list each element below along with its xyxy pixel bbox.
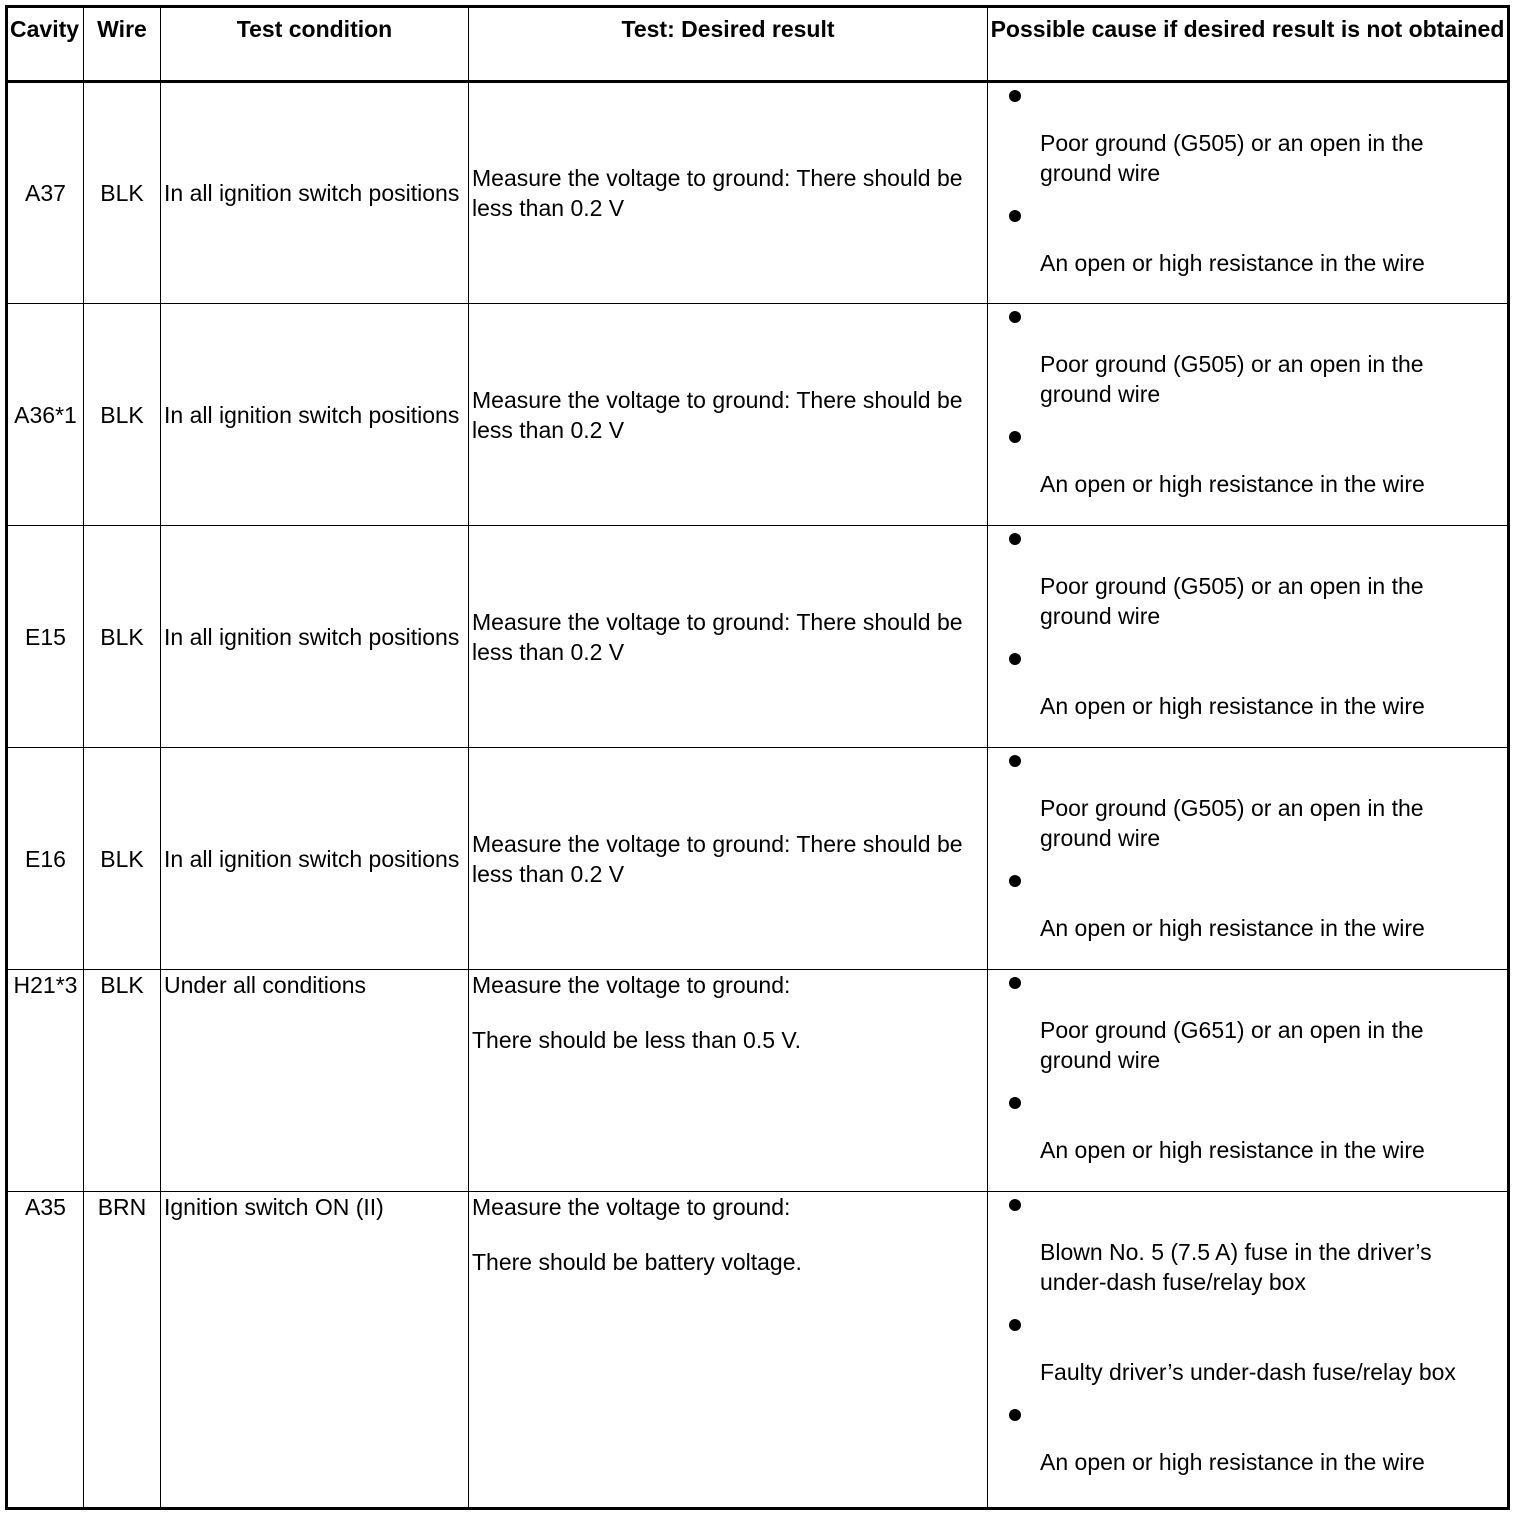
result-text: Measure the voltage to ground: — [472, 972, 791, 998]
desired-result-cell — [469, 526, 988, 748]
cavity-cell: A37 — [7, 82, 84, 304]
cause-item — [988, 1312, 1499, 1402]
possible-cause-cell — [988, 526, 1509, 748]
cause-text: Poor ground (G505) or an open in the ground wire — [1040, 130, 1424, 186]
cause-item — [988, 748, 1499, 868]
possible-cause-cell — [988, 748, 1509, 970]
cause-list — [988, 304, 1499, 514]
header-cavity: Cavity — [7, 7, 84, 82]
cause-text: Blown No. 5 (7.5 A) fuse in the driver’s under-dash fuse/relay box — [1040, 1239, 1432, 1295]
desired-result-cell — [469, 748, 988, 970]
bullet-icon — [1009, 1319, 1021, 1331]
result-text: Measure the voltage to ground: There should be less than 0.2 V — [472, 608, 963, 665]
cavity-cell: E15 — [7, 526, 84, 748]
desired-result-cell — [469, 970, 988, 1192]
cause-item — [988, 83, 1499, 203]
cause-text: An open or high resistance in the wire — [1040, 1137, 1425, 1163]
cause-list — [988, 1192, 1499, 1492]
bullet-icon — [1009, 977, 1021, 989]
bullet-icon — [1009, 431, 1021, 443]
cause-text: Faulty driver’s under-dash fuse/relay box — [1040, 1359, 1456, 1385]
cause-list — [988, 526, 1499, 736]
result-text: Measure the voltage to ground: There should be less than 0.2 V — [472, 830, 963, 887]
table-row — [7, 970, 1509, 1192]
cause-item — [988, 646, 1499, 736]
header-possible-cause: Possible cause if desired result is not obtained — [988, 7, 1509, 82]
test-condition-cell: In all ignition switch positions — [161, 82, 469, 304]
diagnostic-table — [5, 5, 1510, 1510]
cause-list — [988, 83, 1499, 293]
test-condition-cell: In all ignition switch positions — [161, 526, 469, 748]
cause-item — [988, 1090, 1499, 1180]
header-wire: Wire — [84, 7, 161, 82]
bullet-icon — [1009, 755, 1021, 767]
table-header — [7, 7, 1509, 82]
cavity-cell: E16 — [7, 748, 84, 970]
test-condition-cell: In all ignition switch positions — [161, 304, 469, 526]
test-condition-cell: Under all conditions — [161, 970, 469, 1192]
result-text: Measure the voltage to ground: — [472, 1194, 791, 1220]
bullet-icon — [1009, 1409, 1021, 1421]
desired-result-cell — [469, 1192, 988, 1509]
cause-text: An open or high resistance in the wire — [1040, 471, 1425, 497]
bullet-icon — [1009, 1199, 1021, 1211]
cause-text: An open or high resistance in the wire — [1040, 250, 1425, 276]
possible-cause-cell — [988, 304, 1509, 526]
result-text: Measure the voltage to ground: There should be less than 0.2 V — [472, 165, 963, 221]
cause-item — [988, 424, 1499, 514]
cause-item — [988, 868, 1499, 958]
cause-text: An open or high resistance in the wire — [1040, 693, 1425, 719]
bullet-icon — [1009, 533, 1021, 545]
table-body — [7, 82, 1509, 1509]
cause-text: Poor ground (G505) or an open in the ground wire — [1040, 795, 1424, 851]
possible-cause-cell — [988, 1192, 1509, 1509]
desired-result-cell — [469, 82, 988, 304]
header-desired-result: Test: Desired result — [469, 7, 988, 82]
header-row — [7, 7, 1509, 82]
cause-text: Poor ground (G651) or an open in the ground wire — [1040, 1017, 1424, 1073]
table-row — [7, 82, 1509, 304]
table-row — [7, 1192, 1509, 1509]
desired-result-cell — [469, 304, 988, 526]
bullet-icon — [1009, 653, 1021, 665]
bullet-icon — [1009, 311, 1021, 323]
header-test-condition: Test condition — [161, 7, 469, 82]
wire-cell: BRN — [84, 1192, 161, 1509]
cause-item — [988, 1192, 1499, 1312]
cavity-cell: H21*3 — [7, 970, 84, 1192]
cause-text: Poor ground (G505) or an open in the ground wire — [1040, 351, 1424, 407]
cause-item — [988, 526, 1499, 646]
wire-cell: BLK — [84, 304, 161, 526]
cause-list — [988, 748, 1499, 958]
bullet-icon — [1009, 210, 1021, 222]
test-condition-cell: In all ignition switch positions — [161, 748, 469, 970]
result-text: Measure the voltage to ground: There should be less than 0.2 V — [472, 386, 963, 443]
wire-cell: BLK — [84, 970, 161, 1192]
cause-item — [988, 970, 1499, 1090]
cause-text: An open or high resistance in the wire — [1040, 1449, 1425, 1475]
result-text: There should be less than 0.5 V. — [472, 1027, 802, 1053]
cause-list — [988, 970, 1499, 1180]
result-text: There should be battery voltage. — [472, 1249, 802, 1275]
cause-text: An open or high resistance in the wire — [1040, 915, 1425, 941]
cause-item — [988, 203, 1499, 293]
cavity-cell: A36*1 — [7, 304, 84, 526]
test-condition-cell: Ignition switch ON (II) — [161, 1192, 469, 1509]
cause-item — [988, 1402, 1499, 1492]
wire-cell: BLK — [84, 748, 161, 970]
bullet-icon — [1009, 90, 1021, 102]
bullet-icon — [1009, 1097, 1021, 1109]
table-row — [7, 748, 1509, 970]
bullet-icon — [1009, 875, 1021, 887]
cause-text: Poor ground (G505) or an open in the ground wire — [1040, 573, 1424, 629]
wire-cell: BLK — [84, 526, 161, 748]
table-row — [7, 304, 1509, 526]
wire-cell: BLK — [84, 82, 161, 304]
cause-item — [988, 304, 1499, 424]
table-row — [7, 526, 1509, 748]
cavity-cell: A35 — [7, 1192, 84, 1509]
possible-cause-cell — [988, 970, 1509, 1192]
possible-cause-cell — [988, 82, 1509, 304]
